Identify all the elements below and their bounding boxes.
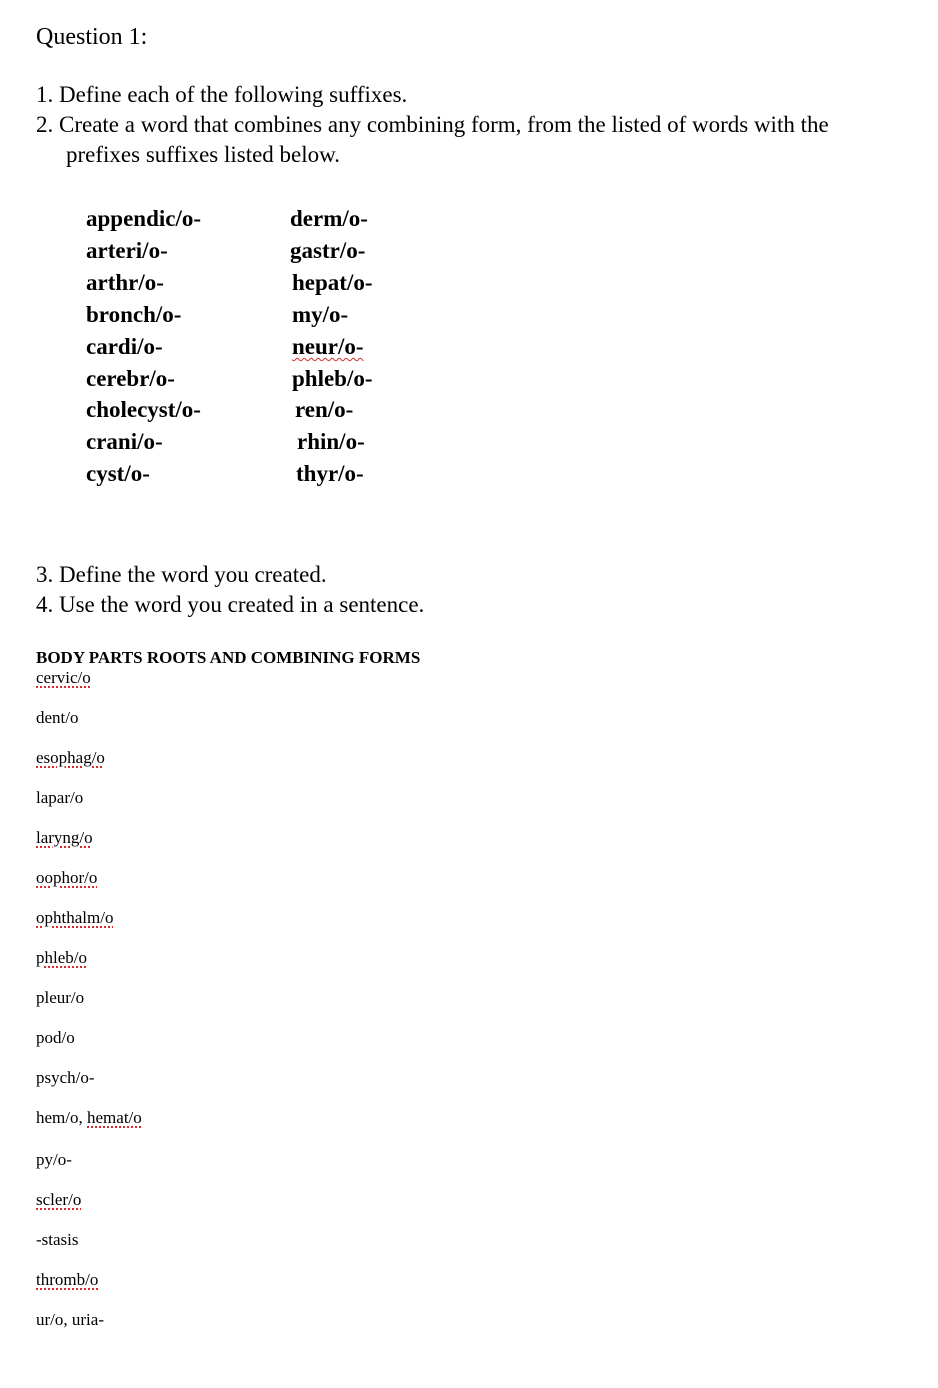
combining-form-my: my/o-	[292, 302, 349, 327]
combining-form-hepat: hepat/o-	[292, 270, 373, 295]
combining-form-phleb: phleb/o-	[292, 366, 373, 391]
body-part-hemat: hemat/o	[87, 1108, 142, 1127]
body-part-item: oophor/o	[36, 868, 98, 887]
body-part-hem: hem/o,	[36, 1108, 87, 1127]
instruction-4: 4. Use the word you created in a sentence.	[36, 592, 425, 617]
combining-form-cholecyst: cholecyst/o-	[86, 397, 201, 422]
body-part-item: -stasis	[36, 1230, 79, 1249]
combining-form-thyr: thyr/o-	[296, 461, 364, 486]
combining-form-rhin: rhin/o-	[297, 429, 365, 454]
combining-form-ren: ren/o-	[295, 397, 354, 422]
body-part-item: thromb/o	[36, 1270, 99, 1289]
question-title: Question 1:	[36, 24, 148, 50]
instruction-2: 2. Create a word that combines any combining form, from the listed of words with the	[36, 112, 829, 137]
body-part-item: pod/o	[36, 1028, 75, 1047]
instruction-2-continued: prefixes suffixes listed below.	[66, 142, 341, 167]
combining-form-cyst: cyst/o-	[86, 461, 150, 486]
combining-form-arthr: arthr/o-	[86, 270, 164, 295]
instruction-1: 1. Define each of the following suffixes.	[36, 82, 408, 107]
body-part-item: py/o-	[36, 1150, 72, 1169]
body-part-item: phleb/o	[36, 948, 87, 967]
combining-form-cerebr: cerebr/o-	[86, 366, 175, 391]
combining-form-cardi: cardi/o-	[86, 334, 163, 359]
body-part-item: ur/o, uria-	[36, 1310, 104, 1329]
instruction-3: 3. Define the word you created.	[36, 562, 327, 587]
body-part-item: scler/o	[36, 1190, 82, 1209]
body-part-item: ophthalm/o	[36, 908, 114, 927]
section-heading: BODY PARTS ROOTS AND COMBINING FORMS	[36, 648, 421, 667]
body-part-item: dent/o	[36, 708, 79, 727]
combining-form-gastr: gastr/o-	[290, 238, 366, 263]
combining-form-appendic: appendic/o-	[86, 206, 202, 231]
combining-form-crani: crani/o-	[86, 429, 163, 454]
body-part-item: lapar/o	[36, 788, 84, 807]
body-part-item: psych/o-	[36, 1068, 95, 1087]
combining-form-neur: neur/o-	[292, 334, 364, 359]
body-part-item: pleur/o	[36, 988, 85, 1007]
body-part-item: laryng/o	[36, 828, 93, 847]
combining-form-bronch: bronch/o-	[86, 302, 182, 327]
body-part-item: cervic/o	[36, 668, 91, 687]
body-part-item	[36, 1108, 142, 1128]
combining-form-derm: derm/o-	[290, 206, 368, 231]
combining-form-arteri: arteri/o-	[86, 238, 168, 263]
body-part-item: esophag/o	[36, 748, 105, 767]
